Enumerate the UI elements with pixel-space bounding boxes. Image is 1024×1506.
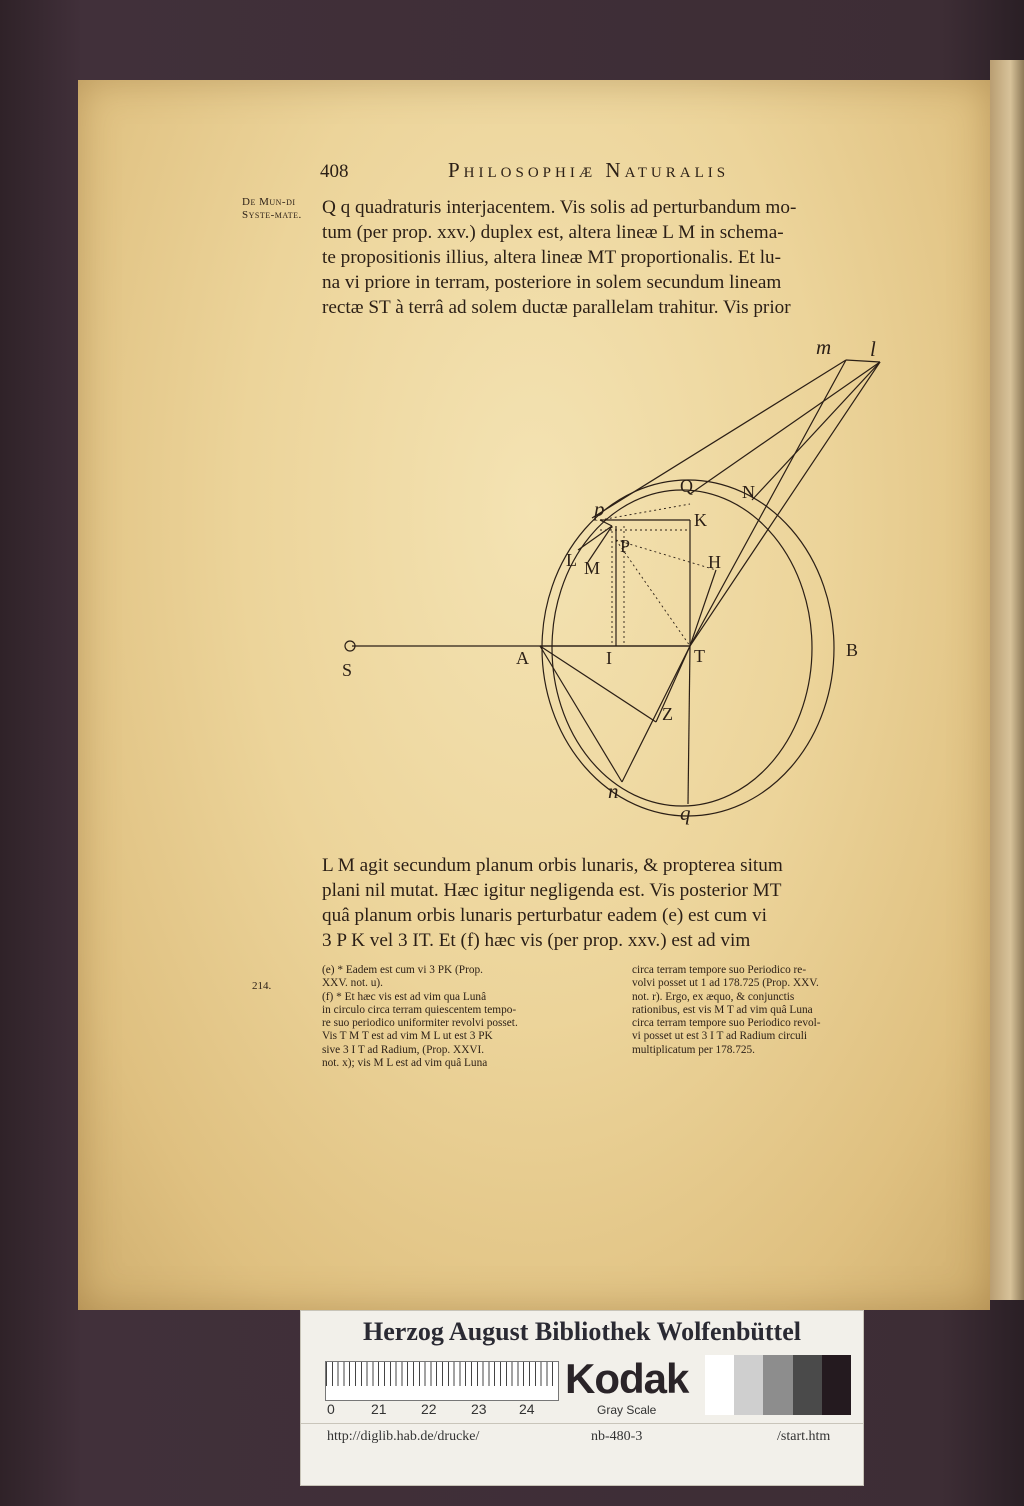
- label-M: M: [584, 558, 601, 578]
- label-H: H: [708, 552, 721, 572]
- inner-orbit-arc: [552, 490, 812, 806]
- geometric-figure: [300, 330, 900, 840]
- text-line: na vi priore in terram, posteriore in solem secundum lineam: [322, 272, 782, 293]
- label-T: T: [694, 646, 705, 666]
- label-S: S: [342, 660, 353, 680]
- ruler-number: 21: [371, 1401, 387, 1417]
- footnote-line: multiplicatum per 178.725.: [632, 1043, 755, 1056]
- footnotes-right: [632, 964, 922, 1057]
- label-A: A: [516, 648, 529, 668]
- kodak-logo: Kodak: [565, 1355, 689, 1402]
- text-line: tum (per prop. xxv.) duplex est, altera lineæ L M in schema-: [322, 222, 784, 243]
- line-Nl: [752, 362, 880, 500]
- swatch: [734, 1355, 763, 1415]
- label-K: K: [694, 510, 707, 530]
- card-url: http://diglib.hab.de/drucke/: [327, 1429, 480, 1444]
- text-line: quâ planum orbis lunaris perturbatur eadem (e) est cum vi: [322, 905, 767, 926]
- label-Z: Z: [662, 704, 673, 724]
- label-p: p: [594, 497, 605, 521]
- label-n: n: [608, 779, 619, 803]
- label-l: l: [870, 337, 876, 361]
- label-I: I: [606, 648, 612, 668]
- footnote-line: volvi posset ut 1 ad 178.725 (Prop. XXV.: [632, 977, 819, 990]
- card-divider: [301, 1423, 863, 1424]
- line-Tm: [690, 360, 846, 646]
- footnote-line: (e) * Eadem est cum vi 3 PK (Prop.: [322, 964, 483, 976]
- card-start: /start.htm: [777, 1429, 831, 1444]
- library-color-card: [300, 1310, 864, 1486]
- footnote-line: re suo periodico uniformiter revolvi posset.: [322, 1017, 518, 1030]
- footnote-line: sive 3 I T ad Radium, (Prop. XXVI.: [322, 1043, 485, 1056]
- label-B: B: [846, 640, 859, 660]
- gray-scale-label: Gray Scale: [597, 1403, 657, 1417]
- swatch: [705, 1355, 734, 1415]
- body-text-top: [322, 195, 922, 320]
- library-name: Herzog August Bibliothek Wolfenbüttel: [363, 1317, 801, 1346]
- card-signature: nb-480-3: [591, 1429, 643, 1444]
- measurement-ruler: [325, 1361, 559, 1401]
- label-L: L: [566, 550, 577, 570]
- page-number: 408: [320, 161, 349, 182]
- margin-note: De Mun-di Syste-mate.: [242, 196, 302, 221]
- text-line: L M agit secundum planum orbis lunaris, & propterea situm: [322, 855, 783, 876]
- body-text-bottom: [322, 853, 922, 953]
- label-P: P: [620, 536, 631, 556]
- text-line: 3 P K vel 3 IT. Et (f) hæc vis (per prop. xxv.) est ad vim: [322, 930, 751, 951]
- line-Tl: [690, 362, 880, 646]
- label-Q: Q: [680, 476, 693, 496]
- label-m: m: [816, 335, 832, 359]
- ruler-number: 24: [519, 1401, 535, 1417]
- line-TH: [690, 570, 716, 646]
- running-title: Philosophiæ Naturalis: [448, 158, 730, 182]
- footnote-line: not. r). Ergo, ex æquo, & conjunctis: [632, 990, 795, 1003]
- swatch: [822, 1355, 851, 1415]
- line-Tn: [622, 646, 690, 782]
- ruler-number: 23: [471, 1401, 487, 1417]
- swatch: [793, 1355, 822, 1415]
- footnotes-left: [322, 964, 612, 1070]
- footnote-line: XXV. not. u).: [322, 977, 383, 990]
- text-line: Q q quadraturis interjacentem. Vis solis ad perturbandum mo-: [322, 197, 797, 218]
- footnote-line: Vis T M T est ad vim M L ut est 3 PK: [322, 1030, 493, 1043]
- footnote-line: vi posset ut est 3 I T ad Radium circuli: [632, 1030, 807, 1043]
- swatch: [763, 1355, 792, 1415]
- line-Tq: [688, 646, 690, 804]
- line-T-A-lower: [540, 646, 656, 722]
- margin-number: 214.: [252, 980, 272, 992]
- footnote-line: in circulo circa terram quiescentem tempo-: [322, 1003, 517, 1016]
- footnote-line: not. x); vis M L est ad vim quâ Luna: [322, 1057, 488, 1070]
- text-line: plani nil mutat. Hæc igitur negligenda est. Vis posterior MT: [322, 880, 782, 901]
- label-q: q: [680, 801, 691, 825]
- gray-swatches: [705, 1355, 851, 1415]
- footnote-line: circa terram tempore suo Periodico revol-: [632, 1017, 821, 1030]
- ruler-number: 0: [327, 1401, 335, 1417]
- footnote-line: rationibus, est vis M T ad vim quâ Luna: [632, 1003, 813, 1016]
- text-line: rectæ ST à terrâ ad solem ductæ parallelam trahitur. Vis prior: [322, 297, 791, 318]
- line-Ql: [690, 362, 880, 494]
- line-PM: [588, 526, 612, 562]
- footnote-line: circa terram tempore suo Periodico re-: [632, 964, 807, 976]
- label-N: N: [742, 482, 755, 502]
- next-page-edge: [990, 60, 1024, 1300]
- footnote-line: (f) * Et hæc vis est ad vim qua Lunâ: [322, 990, 487, 1003]
- text-line: te propositionis illius, altera lineæ MT proportionalis. Et lu-: [322, 247, 782, 268]
- ruler-number: 22: [421, 1401, 437, 1417]
